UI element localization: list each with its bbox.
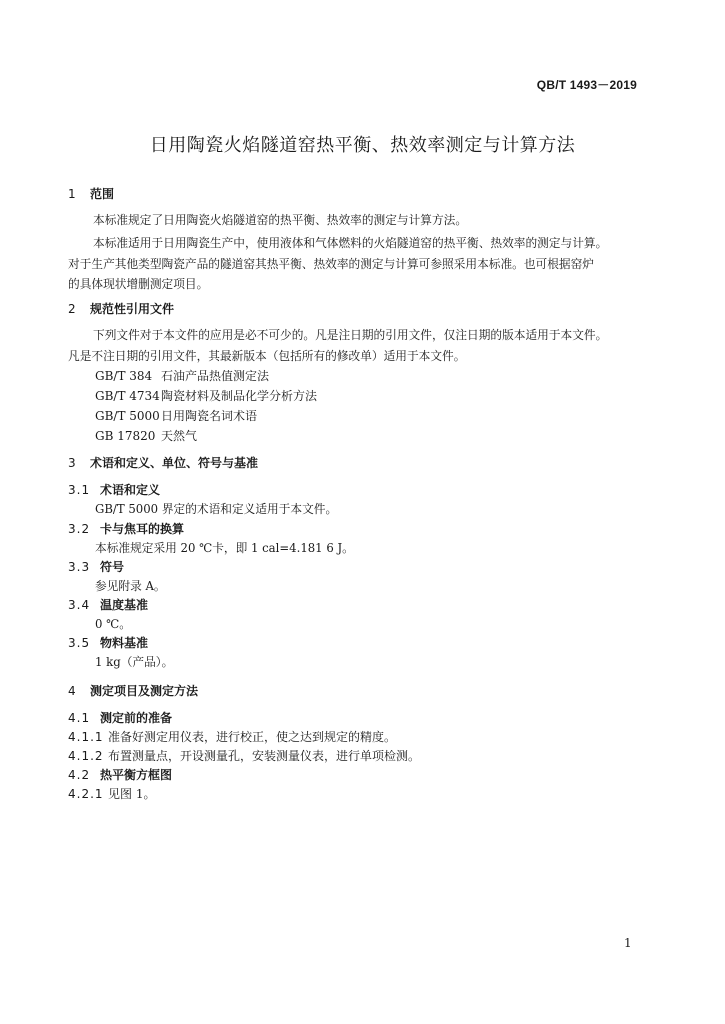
paragraph: 凡是不注日期的引用文件，其最新版本（包括所有的修改单）适用于本文件。 [68, 349, 466, 363]
subsection-heading [68, 767, 172, 783]
subsection-number: 4.1 [68, 711, 91, 725]
subsection-heading [68, 635, 148, 651]
reference-item [95, 428, 197, 444]
section-title: 术语和定义、单位、符号与基准 [90, 456, 259, 470]
reference-item [95, 368, 269, 384]
reference-name: 陶瓷材料及制品化学分析方法 [161, 389, 318, 403]
paragraph: GB/T 5000 界定的术语和定义适用于本文件。 [95, 502, 338, 516]
subsection-title: 卡与焦耳的换算 [100, 522, 185, 536]
reference-name: 石油产品热值测定法 [161, 369, 270, 383]
reference-name: 天然气 [161, 429, 198, 443]
section-2-heading [68, 301, 174, 317]
paragraph: 本标准规定采用 20 ℃卡，即 1 cal=4.181 6 J。 [95, 541, 354, 555]
subsection-title: 术语和定义 [100, 483, 161, 497]
subsection-number: 3.5 [68, 636, 91, 650]
subsection-title: 测定前的准备 [100, 711, 173, 725]
subsection-number: 4.2 [68, 768, 91, 782]
subsection-heading [68, 482, 160, 498]
section-title: 范围 [90, 187, 115, 201]
clause-text: 布置测量点，开设测量孔，安装测量仪表，进行单项检测。 [108, 749, 421, 763]
page-number: 1 [624, 936, 632, 950]
subsection-number: 3.3 [68, 560, 91, 574]
subsection-number: 3.4 [68, 598, 91, 612]
clause [68, 729, 396, 745]
document-title: 日用陶瓷火焰隧道窑热平衡、热效率测定与计算方法 [149, 135, 576, 156]
reference-code: GB 17820 [95, 429, 156, 443]
subsection-number: 3.1 [68, 483, 91, 497]
paragraph: 的具体现状增删测定项目。 [68, 277, 209, 291]
subsection-heading [68, 521, 184, 537]
clause [68, 748, 420, 764]
section-4-heading [68, 683, 198, 699]
clause [68, 786, 155, 802]
section-number: 4 [68, 684, 76, 698]
section-number: 3 [68, 456, 76, 470]
clause-number: 4.1.1 [68, 730, 104, 744]
section-3-heading [68, 455, 258, 471]
paragraph: 1 kg（产品）。 [95, 655, 174, 669]
subsection-title: 热平衡方框图 [100, 768, 173, 782]
subsection-title: 温度基准 [100, 598, 149, 612]
reference-item [95, 408, 257, 424]
section-number: 1 [68, 187, 76, 201]
subsection-title: 符号 [100, 560, 125, 574]
subsection-number: 3.2 [68, 522, 91, 536]
section-1-heading [68, 186, 114, 202]
section-title: 测定项目及测定方法 [90, 684, 199, 698]
section-number: 2 [68, 302, 76, 316]
clause-number: 4.2.1 [68, 787, 104, 801]
reference-code: GB/T 384 [95, 369, 153, 383]
paragraph: 下列文件对于本文件的应用是必不可少的。凡是注日期的引用文件，仅注日期的版本适用于本文件。 [93, 328, 608, 342]
paragraph: 对于生产其他类型陶瓷产品的隧道窑其热平衡、热效率的测定与计算可参照采用本标准。也可根据窑炉 [68, 257, 594, 271]
paragraph: 0 ℃。 [95, 617, 131, 631]
paragraph: 参见附录 A。 [95, 579, 166, 593]
section-title: 规范性引用文件 [90, 302, 175, 316]
subsection-heading [68, 597, 148, 613]
subsection-heading [68, 710, 172, 726]
paragraph: 本标准规定了日用陶瓷火焰隧道窑的热平衡、热效率的测定与计算方法。 [93, 213, 468, 227]
paragraph: 本标准适用于日用陶瓷生产中，使用液体和气体燃料的火焰隧道窑的热平衡、热效率的测定与计算。 [93, 236, 608, 250]
clause-number: 4.1.2 [68, 749, 104, 763]
reference-code: GB/T 4734 [95, 389, 160, 403]
reference-code: GB/T 5000 [95, 409, 160, 423]
clause-text: 准备好测定用仪表，进行校正，使之达到规定的精度。 [108, 730, 397, 744]
reference-name: 日用陶瓷名词术语 [161, 409, 258, 423]
reference-item [95, 388, 317, 404]
subsection-heading [68, 559, 124, 575]
subsection-title: 物料基准 [100, 636, 149, 650]
standard-number: QB/T 1493－2019 [536, 78, 637, 92]
clause-text: 见图 1。 [108, 787, 156, 801]
